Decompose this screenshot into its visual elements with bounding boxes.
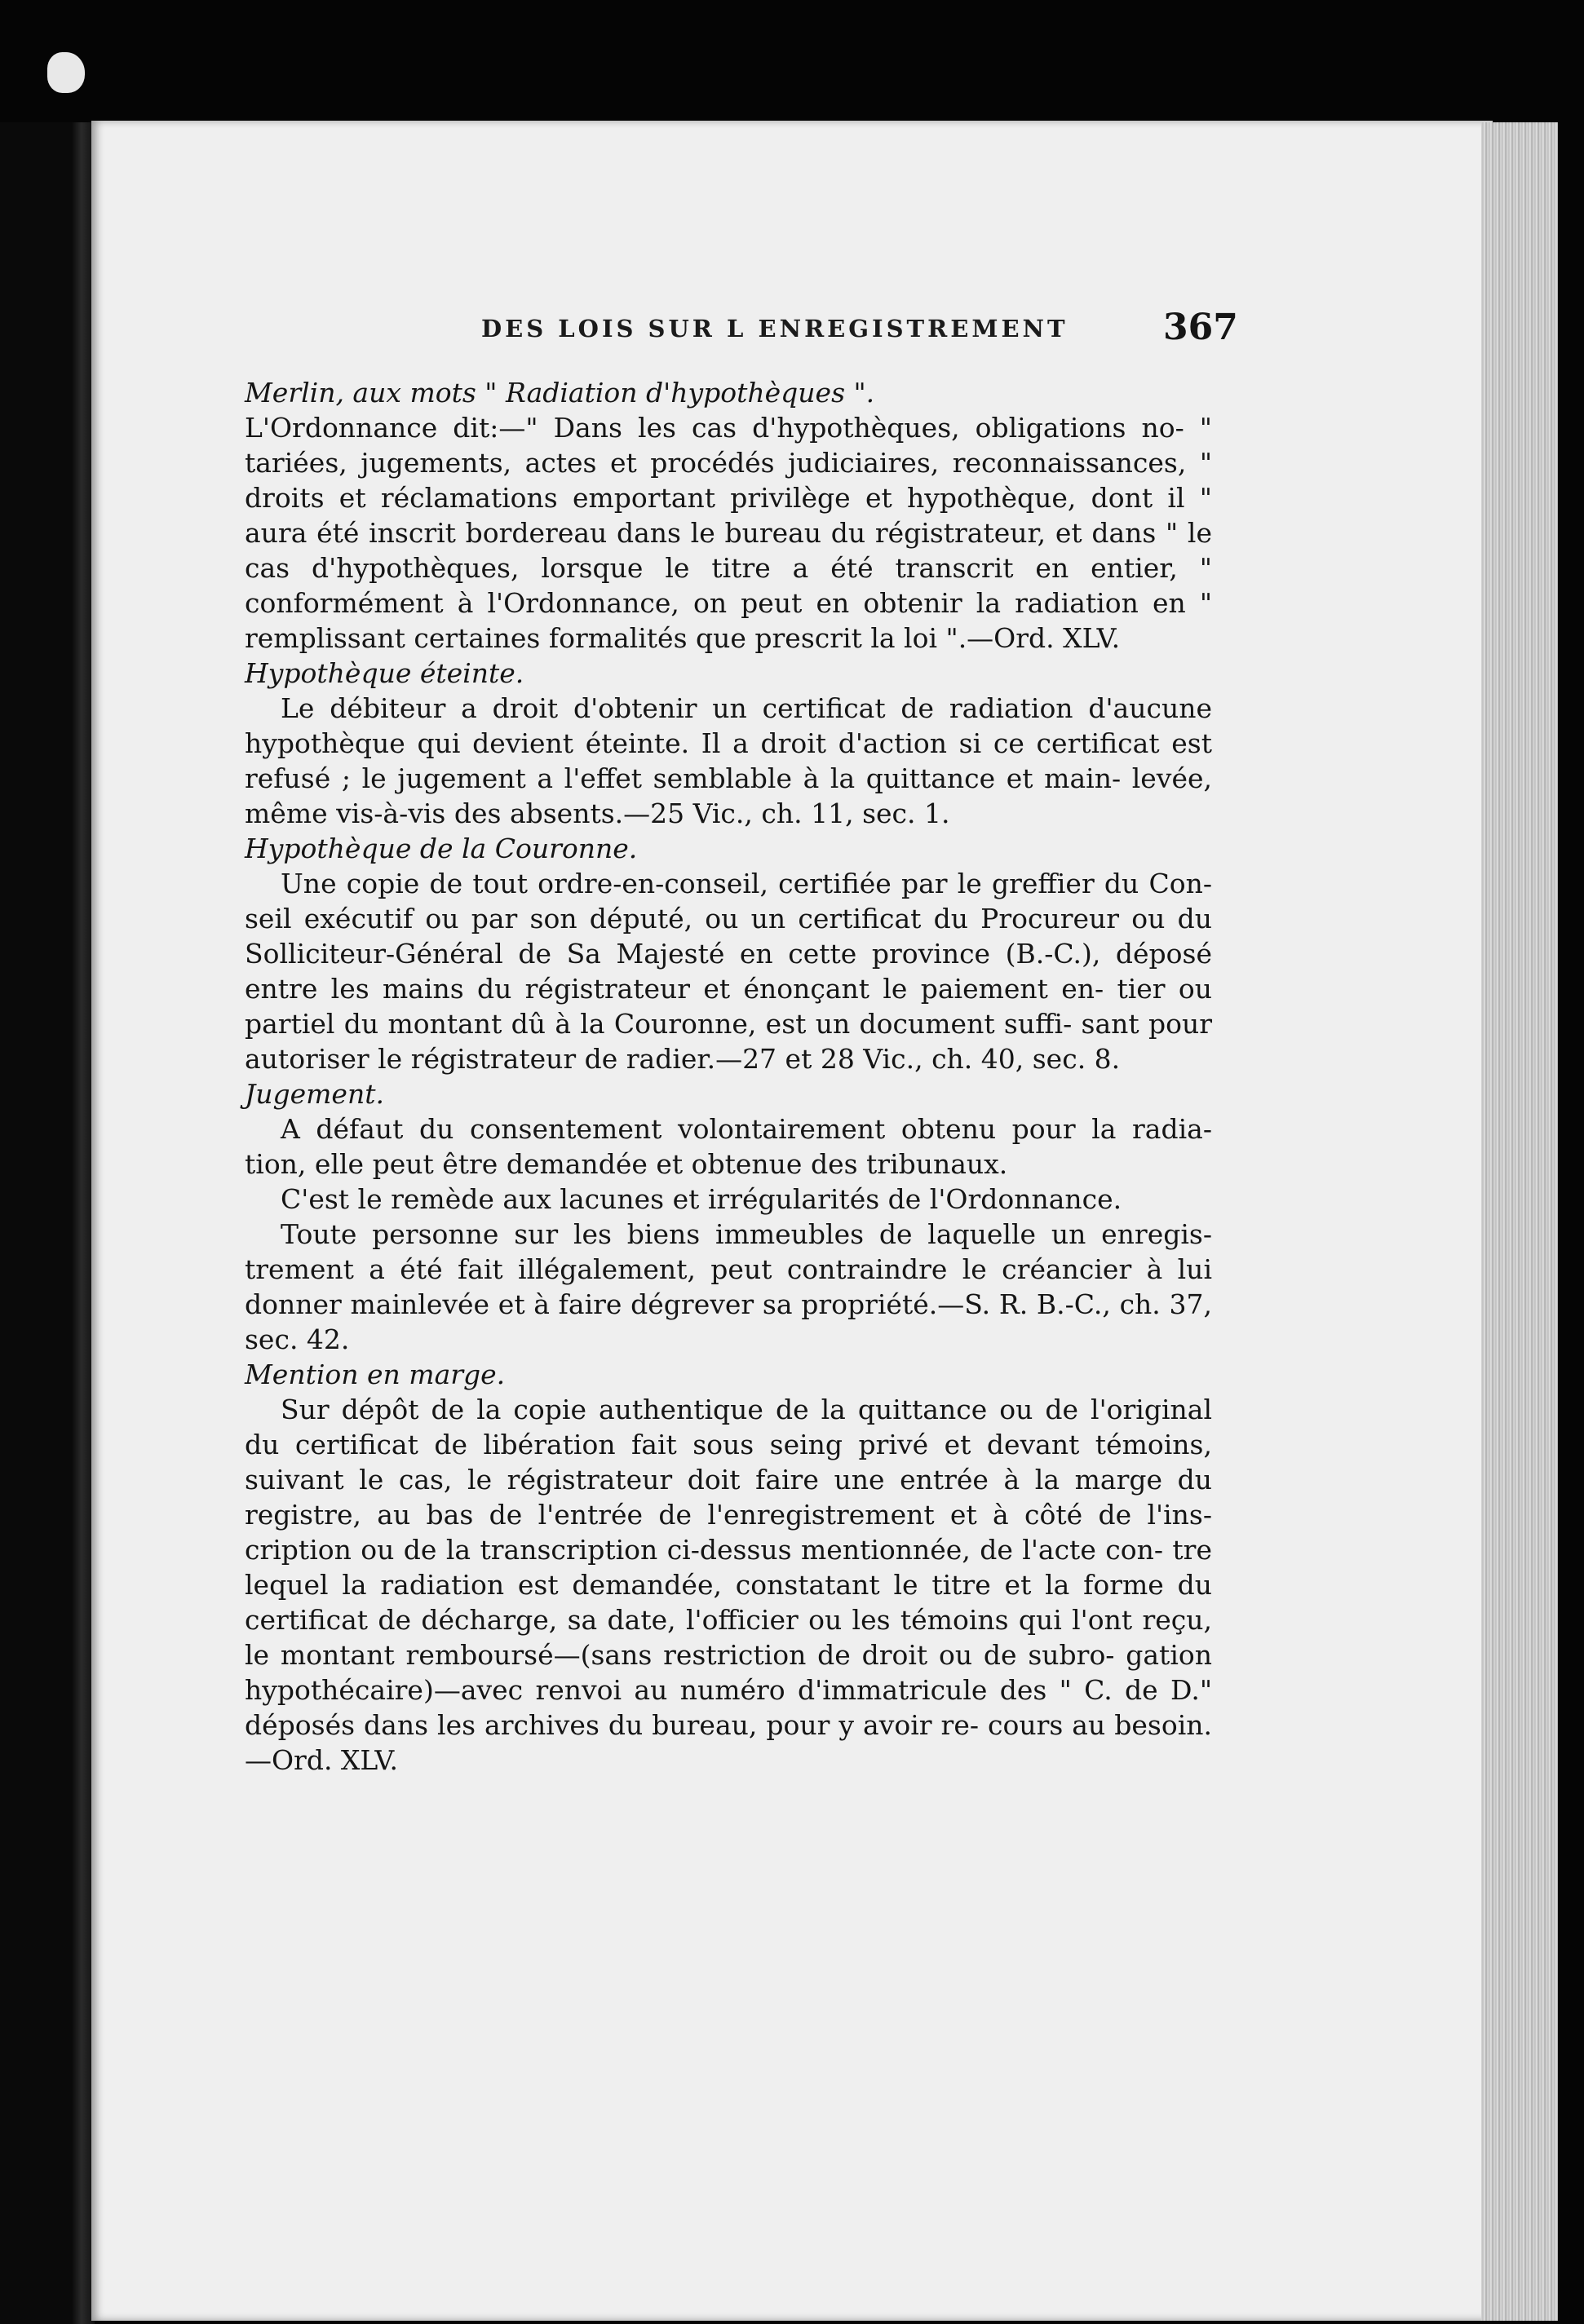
page-number: 367 [1163, 307, 1238, 348]
paragraph-debiteur: Le débiteur a droit d'obtenir un certificat de radiation d'aucune hypothèque qui devient éteinte. Il a droit d'action si ce certificat est refusé ; le jugement a l'effet semblable à la quittance et main- levée, même vis-à-vis des absents.—25 Vic., ch. 11, sec. 1. [245, 692, 1212, 829]
left-page-edge [0, 122, 95, 2324]
corner-tab-mark [47, 52, 85, 93]
paragraph-copie-ordre: Une copie de tout ordre-en-conseil, certifiée par le greffier du Con- seil exécutif ou par son député, ou un certificat du Procureur ou du Solliciteur-Général de Sa Majesté en cette province (B.-C.), déposé entre les mains du régistrateur et énonçant le paiement en- tier ou partiel du montant dû à la Couronne, est un document suffi- sant pour autoriser le régistrateur de radier.—27 et 28 Vic., ch. 40, sec. 8. [245, 868, 1212, 1075]
section-heading-mention-marge: Mention en marge. [245, 1359, 506, 1390]
right-shadow [1558, 122, 1584, 2321]
page-stack-edge [1481, 122, 1563, 2321]
running-head: DES LOIS SUR L ENREGISTREMENT [481, 315, 1069, 342]
citation-line: Merlin, aux mots " Radiation d'hypothèques ". [245, 377, 875, 409]
section-heading-couronne: Hypothèque de la Couronne. [245, 833, 638, 864]
section-heading-jugement: Jugement. [245, 1078, 384, 1110]
paragraph-depot: Sur dépôt de la copie authentique de la quittance ou de l'original du certificat de libération fait sous seing privé et devant témoins, suivant le cas, le régistrateur doit faire une entrée à la marge du registre, au bas de l'entrée de l'enregistrement et à côté de l'ins- cription ou de la transcription ci-dessus mentionnée, de l'acte con- tre lequel la radiation est demandée, constatant le titre et la forme du certificat de décharge, sa date, l'officier ou les témoins qui l'ont reçu, le montant remboursé—(sans restriction de droit ou de subro- gation hypothécaire)—avec renvoi au numéro d'immatricule des " C. de D." déposés dans les archives du bureau, pour y avoir re- cours au besoin.—Ord. XLV. [245, 1394, 1212, 1776]
section-heading-hypotheque-eteinte: Hypothèque éteinte. [245, 657, 524, 689]
paragraph-remede: C'est le remède aux lacunes et irrégularités de l'Ordonnance. [281, 1183, 1122, 1215]
paragraph-ordonnance: L'Ordonnance dit:—" Dans les cas d'hypothèques, obligations no- " tariées, jugements, actes et procédés judiciaires, reconnaissances, " droits et réclamations emportant privilège et hypothèque, dont il " aura été inscrit bordereau dans le bureau du régistrateur, et dans " le cas d'hypothèques, lorsque le titre a été transcrit en entier, " conformément à l'Ordonnance, on peut en obtenir la radiation en " remplissant certaines formalités que prescrit la loi ".—Ord. XLV. [245, 412, 1212, 654]
body-text [245, 375, 1212, 1778]
paragraph-toute-personne: Toute personne sur les biens immeubles de laquelle un enregis- trement a été fait illégalement, peut contraindre le créancier à lui donner mainlevée et à faire dégrever sa propriété.—S. R. B.-C., ch. 37, sec. 42. [245, 1218, 1212, 1355]
paragraph-defaut: A défaut du consentement volontairement obtenu pour la radia- tion, elle peut être demandée et obtenue des tribunaux. [245, 1113, 1212, 1180]
